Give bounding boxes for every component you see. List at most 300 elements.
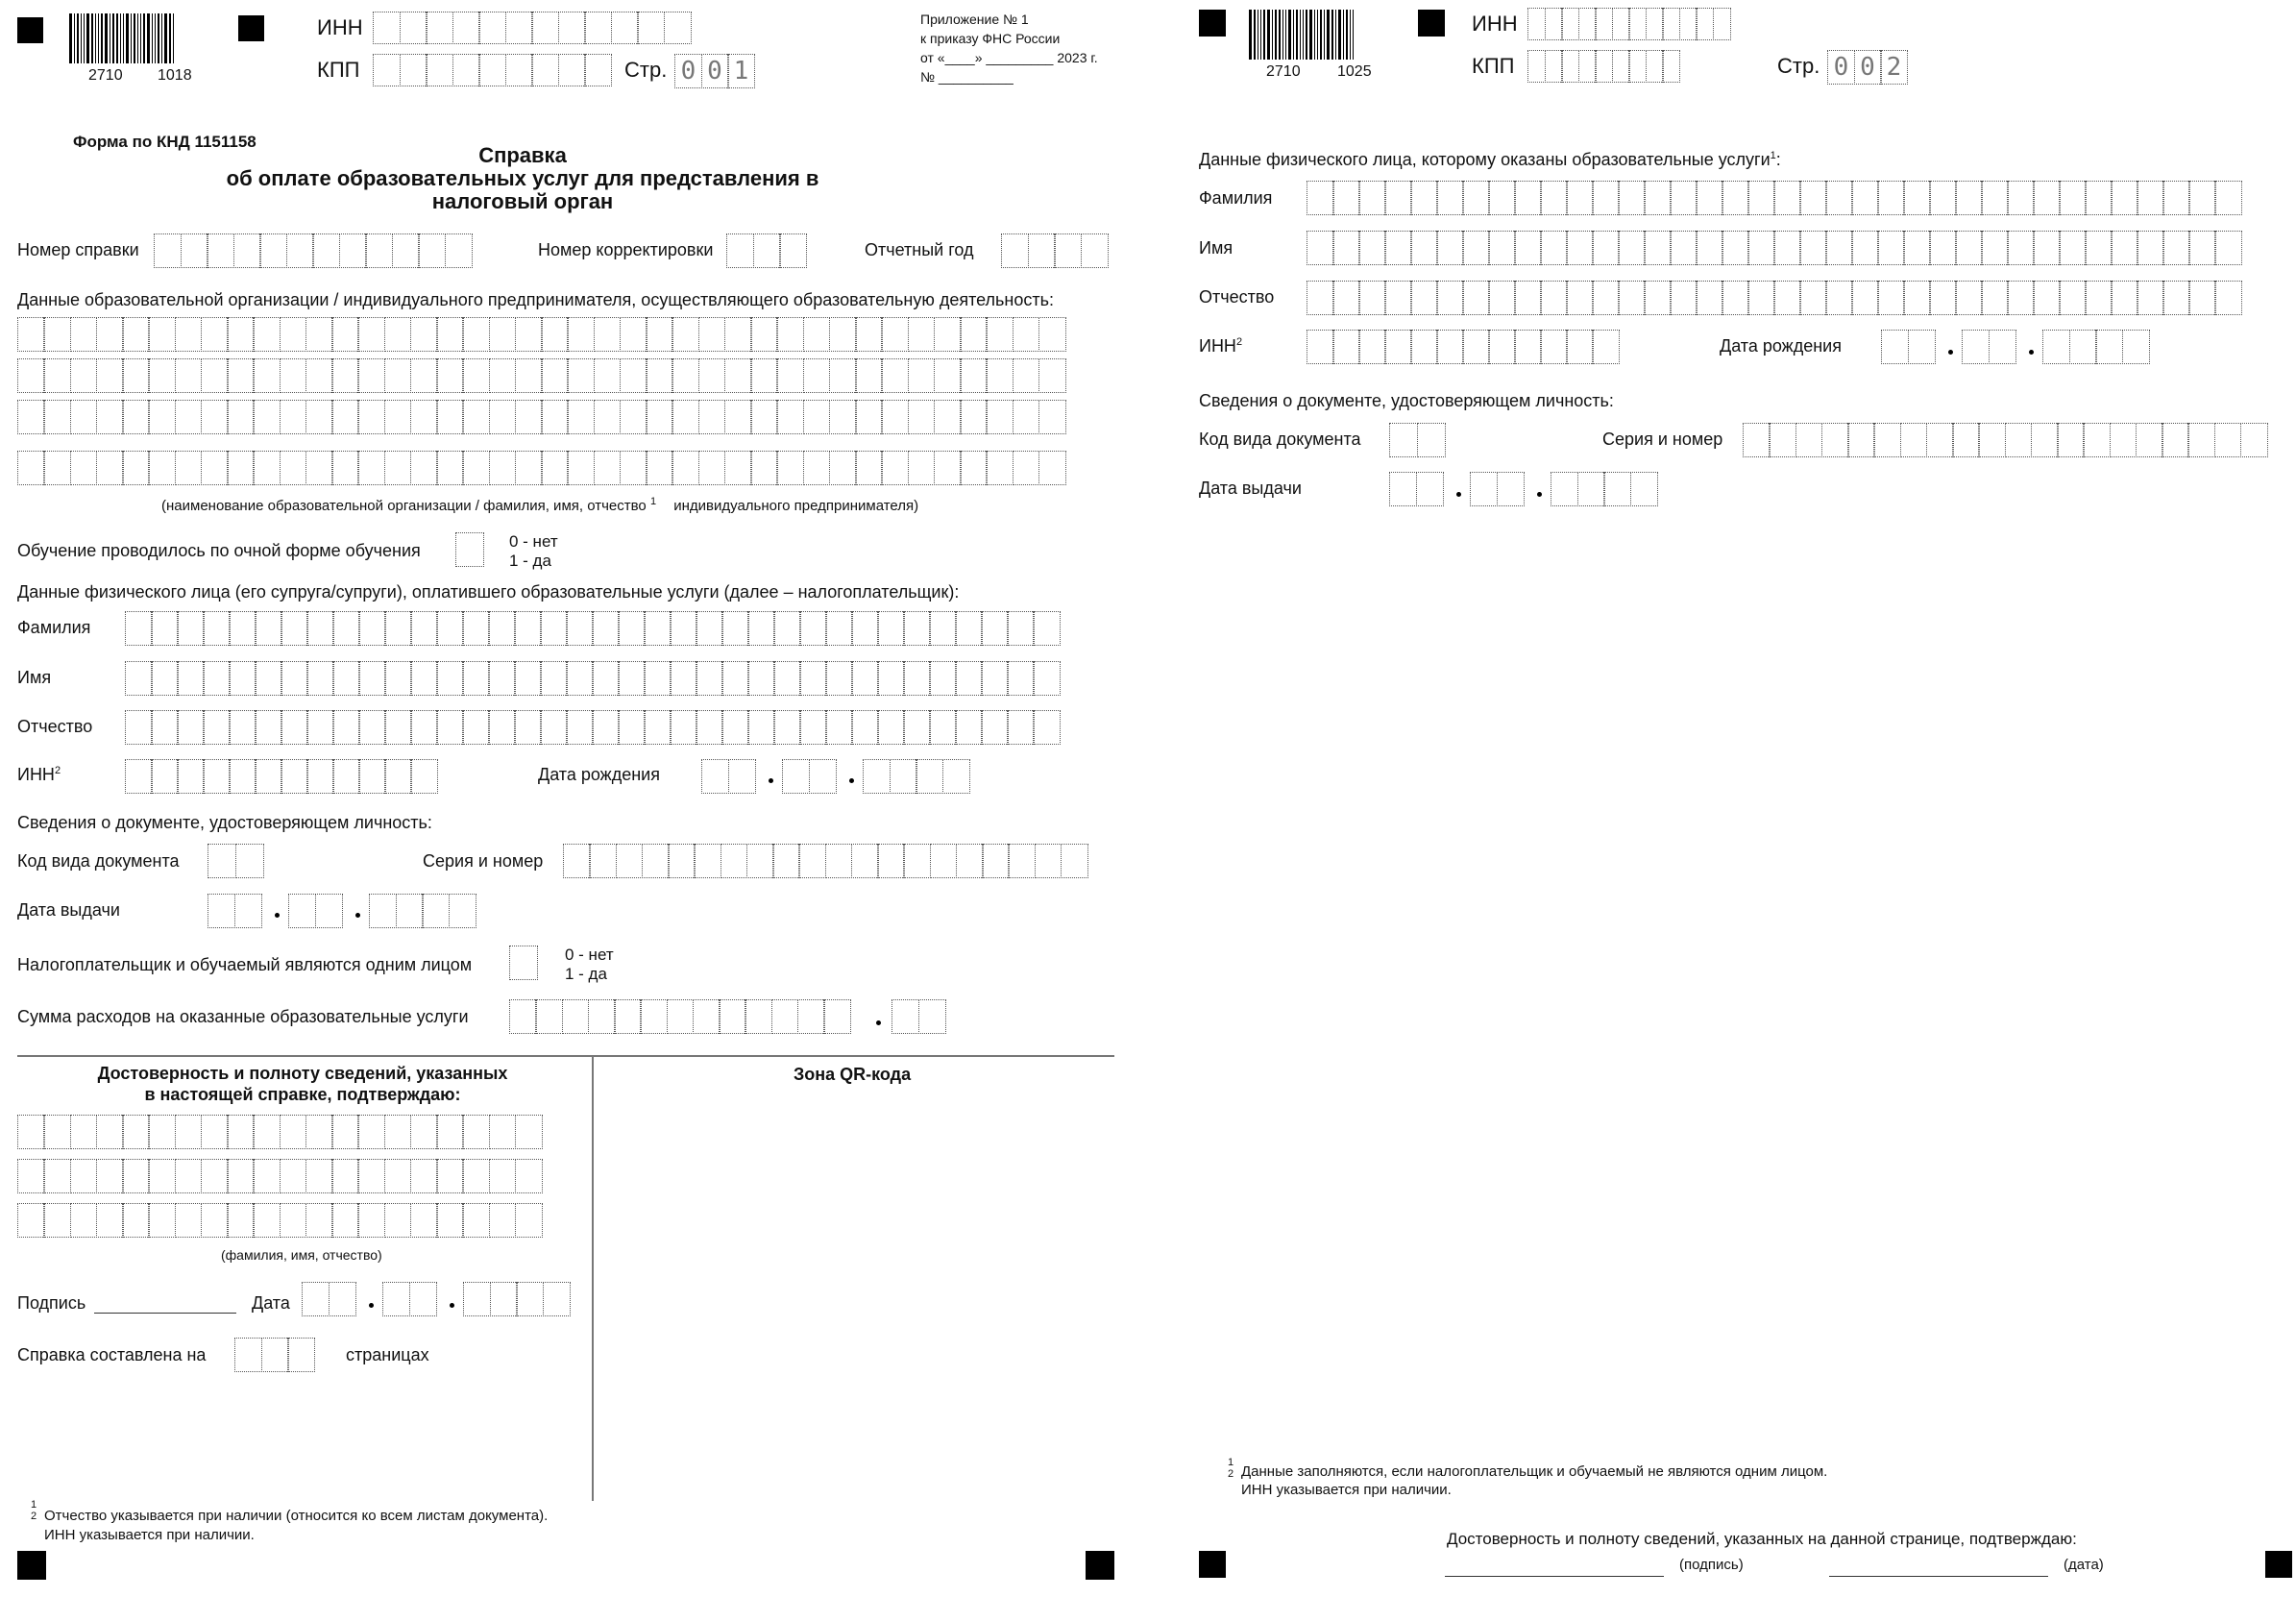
- char-cell[interactable]: [2111, 281, 2138, 315]
- char-cell[interactable]: [1389, 423, 1418, 457]
- char-cell[interactable]: [1013, 400, 1040, 434]
- char-cell[interactable]: [175, 358, 203, 393]
- char-cell[interactable]: [1646, 8, 1664, 40]
- char-cell[interactable]: [877, 661, 905, 696]
- char-cell[interactable]: [982, 844, 1010, 878]
- char-cell[interactable]: [1578, 8, 1597, 40]
- char-cell[interactable]: [543, 1282, 571, 1316]
- inn-field[interactable]: [1527, 8, 1729, 40]
- char-cell[interactable]: [17, 317, 45, 352]
- char-cell[interactable]: [782, 759, 810, 794]
- char-cell[interactable]: [981, 710, 1009, 745]
- char-cell[interactable]: [148, 400, 176, 434]
- char-cell[interactable]: [515, 451, 543, 485]
- org-name-field-row-3[interactable]: [17, 400, 1064, 434]
- char-cell[interactable]: [696, 611, 723, 646]
- char-cell[interactable]: [358, 611, 386, 646]
- char-cell[interactable]: [1773, 281, 1801, 315]
- birth-day-field[interactable]: [701, 759, 754, 794]
- char-cell[interactable]: [280, 1115, 307, 1149]
- doc-code-field[interactable]: [1389, 423, 1444, 457]
- char-cell[interactable]: [261, 1338, 289, 1372]
- char-cell[interactable]: [17, 1203, 45, 1238]
- char-cell[interactable]: [1436, 231, 1464, 265]
- surname-field[interactable]: [125, 611, 1059, 646]
- char-cell[interactable]: [1061, 844, 1088, 878]
- char-cell[interactable]: [280, 400, 307, 434]
- char-cell[interactable]: [696, 710, 723, 745]
- issue-year-field[interactable]: [369, 894, 475, 928]
- char-cell[interactable]: [125, 710, 153, 745]
- char-cell[interactable]: [43, 1203, 71, 1238]
- char-cell[interactable]: [151, 710, 179, 745]
- char-cell[interactable]: [96, 358, 124, 393]
- char-cell[interactable]: [1908, 330, 1936, 364]
- char-cell[interactable]: [1470, 472, 1498, 506]
- char-cell[interactable]: [1007, 661, 1035, 696]
- char-cell[interactable]: [531, 12, 559, 44]
- char-cell[interactable]: [1358, 231, 1386, 265]
- char-cell[interactable]: [234, 894, 262, 928]
- char-cell[interactable]: [201, 1115, 229, 1149]
- char-cell[interactable]: [934, 451, 962, 485]
- char-cell[interactable]: [2162, 181, 2190, 215]
- char-cell[interactable]: [1955, 181, 1983, 215]
- char-cell[interactable]: [890, 759, 917, 794]
- char-cell[interactable]: [2057, 423, 2085, 457]
- char-cell[interactable]: [515, 358, 543, 393]
- birth-day-field[interactable]: [1881, 330, 1934, 364]
- char-cell[interactable]: [208, 844, 236, 878]
- char-cell[interactable]: [331, 358, 359, 393]
- char-cell[interactable]: [43, 1159, 71, 1193]
- char-cell[interactable]: [358, 661, 386, 696]
- char-cell[interactable]: [773, 710, 801, 745]
- char-cell[interactable]: [1561, 8, 1579, 40]
- char-cell[interactable]: [331, 1159, 359, 1193]
- char-cell[interactable]: [1033, 710, 1061, 745]
- char-cell[interactable]: [1033, 661, 1061, 696]
- char-cell[interactable]: [122, 1159, 150, 1193]
- char-cell[interactable]: [177, 710, 205, 745]
- char-cell[interactable]: [1551, 472, 1578, 506]
- char-cell[interactable]: [1462, 330, 1490, 364]
- char-cell[interactable]: [567, 317, 595, 352]
- char-cell[interactable]: [1416, 472, 1444, 506]
- char-cell[interactable]: [96, 1159, 124, 1193]
- char-cell[interactable]: [1981, 281, 2009, 315]
- char-cell[interactable]: [903, 844, 931, 878]
- char-cell[interactable]: [1566, 231, 1594, 265]
- char-cell[interactable]: [614, 999, 642, 1034]
- char-cell[interactable]: [1903, 281, 1931, 315]
- char-cell[interactable]: [436, 317, 464, 352]
- char-cell[interactable]: [1929, 281, 1957, 315]
- char-cell[interactable]: [986, 451, 1014, 485]
- char-cell[interactable]: [918, 999, 946, 1034]
- char-cell[interactable]: [620, 400, 647, 434]
- char-cell[interactable]: [1592, 330, 1620, 364]
- char-cell[interactable]: [541, 400, 569, 434]
- char-cell[interactable]: [1578, 50, 1597, 83]
- char-cell[interactable]: [462, 1203, 490, 1238]
- char-cell[interactable]: [1799, 281, 1827, 315]
- char-cell[interactable]: [646, 400, 673, 434]
- char-cell[interactable]: [384, 710, 412, 745]
- char-cell[interactable]: [855, 317, 883, 352]
- char-cell[interactable]: [567, 358, 595, 393]
- char-cell[interactable]: [315, 894, 343, 928]
- char-cell[interactable]: [357, 358, 385, 393]
- char-cell[interactable]: [1488, 181, 1516, 215]
- char-cell[interactable]: [148, 1115, 176, 1149]
- char-cell[interactable]: [1038, 317, 1066, 352]
- char-cell[interactable]: [280, 317, 307, 352]
- char-cell[interactable]: [670, 661, 697, 696]
- char-cell[interactable]: [1038, 400, 1066, 434]
- char-cell[interactable]: [698, 400, 726, 434]
- char-cell[interactable]: [462, 317, 490, 352]
- char-cell[interactable]: [436, 451, 464, 485]
- char-cell[interactable]: [1384, 281, 1412, 315]
- char-cell[interactable]: [181, 233, 208, 268]
- char-cell[interactable]: [881, 358, 909, 393]
- char-cell[interactable]: [312, 233, 340, 268]
- char-cell[interactable]: [305, 451, 333, 485]
- char-cell[interactable]: [1013, 358, 1040, 393]
- char-cell[interactable]: [825, 661, 853, 696]
- char-cell[interactable]: [1384, 231, 1412, 265]
- char-cell[interactable]: [1332, 231, 1360, 265]
- char-cell[interactable]: [1592, 181, 1620, 215]
- char-cell[interactable]: [227, 317, 255, 352]
- char-cell[interactable]: [960, 451, 988, 485]
- char-cell[interactable]: [410, 400, 438, 434]
- char-cell[interactable]: [96, 1115, 124, 1149]
- char-cell[interactable]: [2188, 281, 2216, 315]
- char-cell[interactable]: [903, 661, 931, 696]
- char-cell[interactable]: [1989, 330, 2016, 364]
- issue-month-field[interactable]: [288, 894, 341, 928]
- char-cell[interactable]: [745, 999, 772, 1034]
- char-cell[interactable]: [567, 400, 595, 434]
- char-cell[interactable]: [1410, 330, 1438, 364]
- char-cell[interactable]: [721, 710, 749, 745]
- char-cell[interactable]: [462, 1159, 490, 1193]
- char-cell[interactable]: [229, 661, 256, 696]
- char-cell[interactable]: [331, 317, 359, 352]
- char-cell[interactable]: [803, 358, 831, 393]
- char-cell[interactable]: [960, 400, 988, 434]
- char-cell[interactable]: [70, 1159, 98, 1193]
- char-cell[interactable]: [1981, 231, 2009, 265]
- char-cell[interactable]: [2214, 231, 2242, 265]
- char-cell[interactable]: [592, 611, 620, 646]
- char-cell[interactable]: [2007, 181, 2035, 215]
- char-cell[interactable]: [1462, 231, 1490, 265]
- char-cell[interactable]: [400, 54, 427, 86]
- char-cell[interactable]: [488, 710, 516, 745]
- char-cell[interactable]: [302, 1282, 330, 1316]
- char-cell[interactable]: [1307, 330, 1334, 364]
- char-cell[interactable]: [373, 12, 401, 44]
- char-cell[interactable]: [357, 1203, 385, 1238]
- char-cell[interactable]: [2214, 181, 2242, 215]
- char-cell[interactable]: [436, 661, 464, 696]
- char-cell[interactable]: [592, 710, 620, 745]
- char-cell[interactable]: [1722, 231, 1749, 265]
- char-cell[interactable]: [154, 233, 182, 268]
- char-cell[interactable]: [384, 317, 412, 352]
- char-cell[interactable]: [644, 710, 672, 745]
- char-cell[interactable]: [701, 759, 729, 794]
- char-cell[interactable]: [280, 1203, 307, 1238]
- char-cell[interactable]: [693, 999, 721, 1034]
- char-cell[interactable]: [1358, 281, 1386, 315]
- char-cell[interactable]: [2085, 181, 2113, 215]
- char-cell[interactable]: [255, 710, 282, 745]
- char-cell[interactable]: [1873, 423, 1901, 457]
- char-cell[interactable]: [1332, 181, 1360, 215]
- char-cell[interactable]: [175, 1115, 203, 1149]
- char-cell[interactable]: [986, 358, 1014, 393]
- char-cell[interactable]: [373, 54, 401, 86]
- char-cell[interactable]: [305, 1203, 333, 1238]
- char-cell[interactable]: [541, 451, 569, 485]
- char-cell[interactable]: [696, 661, 723, 696]
- char-cell[interactable]: [1013, 317, 1040, 352]
- char-cell[interactable]: [1662, 50, 1680, 83]
- char-cell[interactable]: [934, 358, 962, 393]
- char-cell[interactable]: [392, 233, 420, 268]
- char-cell[interactable]: [2095, 330, 2123, 364]
- char-cell[interactable]: [589, 844, 617, 878]
- char-cell[interactable]: [255, 759, 282, 794]
- same-person-field[interactable]: [509, 946, 537, 980]
- char-cell[interactable]: [771, 999, 799, 1034]
- char-cell[interactable]: [509, 999, 537, 1034]
- char-cell[interactable]: [1747, 281, 1775, 315]
- char-cell[interactable]: [1008, 844, 1036, 878]
- char-cell[interactable]: [829, 400, 857, 434]
- char-cell[interactable]: [70, 451, 98, 485]
- char-cell[interactable]: [1612, 50, 1630, 83]
- char-cell[interactable]: [1436, 281, 1464, 315]
- char-cell[interactable]: [851, 844, 879, 878]
- char-cell[interactable]: [540, 710, 568, 745]
- char-cell[interactable]: [201, 317, 229, 352]
- char-cell[interactable]: [396, 894, 424, 928]
- char-cell[interactable]: [2137, 281, 2164, 315]
- char-cell[interactable]: [908, 358, 936, 393]
- char-cell[interactable]: [505, 54, 533, 86]
- char-cell[interactable]: [505, 12, 533, 44]
- char-cell[interactable]: [960, 317, 988, 352]
- char-cell[interactable]: [881, 451, 909, 485]
- char-cell[interactable]: [1410, 231, 1438, 265]
- char-cell[interactable]: [70, 1203, 98, 1238]
- char-cell[interactable]: [929, 710, 957, 745]
- char-cell[interactable]: [449, 894, 476, 928]
- char-cell[interactable]: [332, 710, 360, 745]
- char-cell[interactable]: [2007, 281, 2035, 315]
- char-cell[interactable]: [670, 611, 697, 646]
- char-cell[interactable]: [203, 710, 231, 745]
- amount-decimal-field[interactable]: [892, 999, 944, 1034]
- char-cell[interactable]: [384, 358, 412, 393]
- char-cell[interactable]: [1514, 181, 1542, 215]
- char-cell[interactable]: [877, 710, 905, 745]
- char-cell[interactable]: [235, 844, 264, 878]
- char-cell[interactable]: [1722, 281, 1749, 315]
- org-name-field-row-1[interactable]: [17, 317, 1064, 352]
- char-cell[interactable]: [540, 611, 568, 646]
- char-cell[interactable]: [253, 358, 281, 393]
- char-cell[interactable]: [384, 759, 412, 794]
- char-cell[interactable]: [1646, 50, 1664, 83]
- char-cell[interactable]: [357, 1159, 385, 1193]
- char-cell[interactable]: [384, 661, 412, 696]
- char-cell[interactable]: [207, 233, 234, 268]
- char-cell[interactable]: [418, 233, 446, 268]
- char-cell[interactable]: [1630, 472, 1658, 506]
- char-cell[interactable]: [332, 611, 360, 646]
- char-cell[interactable]: [306, 710, 334, 745]
- char-cell[interactable]: [70, 400, 98, 434]
- char-cell[interactable]: [1713, 8, 1731, 40]
- char-cell[interactable]: [175, 1203, 203, 1238]
- char-cell[interactable]: [227, 451, 255, 485]
- char-cell[interactable]: [1566, 281, 1594, 315]
- char-cell[interactable]: [1851, 181, 1879, 215]
- char-cell[interactable]: [1670, 281, 1698, 315]
- char-cell[interactable]: [2162, 231, 2190, 265]
- char-cell[interactable]: [908, 400, 936, 434]
- char-cell[interactable]: [776, 358, 804, 393]
- char-cell[interactable]: [640, 999, 668, 1034]
- kpp-field[interactable]: [1527, 50, 1679, 83]
- char-cell[interactable]: [2162, 423, 2189, 457]
- char-cell[interactable]: [1903, 231, 1931, 265]
- char-cell[interactable]: [1417, 423, 1446, 457]
- char-cell[interactable]: [2240, 423, 2268, 457]
- char-cell[interactable]: [1007, 611, 1035, 646]
- char-cell[interactable]: [177, 661, 205, 696]
- char-cell[interactable]: [1696, 281, 1723, 315]
- char-cell[interactable]: [43, 317, 71, 352]
- char-cell[interactable]: [305, 358, 333, 393]
- char-cell[interactable]: [384, 1159, 412, 1193]
- sign-month-field[interactable]: [382, 1282, 435, 1316]
- char-cell[interactable]: [175, 400, 203, 434]
- char-cell[interactable]: [227, 1203, 255, 1238]
- char-cell[interactable]: [426, 12, 453, 44]
- char-cell[interactable]: [489, 1203, 517, 1238]
- char-cell[interactable]: [956, 844, 984, 878]
- birth-month-field[interactable]: [1962, 330, 2015, 364]
- name-field[interactable]: [125, 661, 1059, 696]
- char-cell[interactable]: [2214, 423, 2242, 457]
- char-cell[interactable]: [410, 1159, 438, 1193]
- char-cell[interactable]: [1773, 231, 1801, 265]
- char-cell[interactable]: [721, 611, 749, 646]
- org-name-field-row-4[interactable]: [17, 451, 1064, 485]
- char-cell[interactable]: [281, 611, 308, 646]
- char-cell[interactable]: [148, 317, 176, 352]
- char-cell[interactable]: [1747, 231, 1775, 265]
- char-cell[interactable]: [825, 844, 853, 878]
- char-cell[interactable]: [357, 400, 385, 434]
- char-cell[interactable]: [514, 611, 542, 646]
- char-cell[interactable]: [514, 661, 542, 696]
- char-cell[interactable]: [618, 661, 646, 696]
- char-cell[interactable]: [125, 759, 153, 794]
- char-cell[interactable]: [1488, 231, 1516, 265]
- char-cell[interactable]: [799, 661, 827, 696]
- char-cell[interactable]: [1436, 181, 1464, 215]
- char-cell[interactable]: [515, 1159, 543, 1193]
- char-cell[interactable]: [281, 759, 308, 794]
- char-cell[interactable]: [1595, 8, 1613, 40]
- char-cell[interactable]: [531, 54, 559, 86]
- char-cell[interactable]: [698, 317, 726, 352]
- issue-month-field[interactable]: [1470, 472, 1523, 506]
- char-cell[interactable]: [986, 400, 1014, 434]
- char-cell[interactable]: [43, 451, 71, 485]
- char-cell[interactable]: [825, 611, 853, 646]
- char-cell[interactable]: [208, 894, 235, 928]
- char-cell[interactable]: [863, 759, 891, 794]
- char-cell[interactable]: [1821, 423, 1849, 457]
- char-cell[interactable]: [1618, 281, 1646, 315]
- char-cell[interactable]: [672, 400, 699, 434]
- char-cell[interactable]: [148, 358, 176, 393]
- char-cell[interactable]: [929, 661, 957, 696]
- char-cell[interactable]: [594, 451, 622, 485]
- char-cell[interactable]: [825, 710, 853, 745]
- char-cell[interactable]: [229, 611, 256, 646]
- char-cell[interactable]: [1514, 281, 1542, 315]
- char-cell[interactable]: [1514, 330, 1542, 364]
- char-cell[interactable]: [746, 844, 774, 878]
- char-cell[interactable]: [1877, 231, 1905, 265]
- char-cell[interactable]: [125, 611, 153, 646]
- issue-year-field[interactable]: [1551, 472, 1656, 506]
- birth-year-field[interactable]: [2042, 330, 2148, 364]
- char-cell[interactable]: [892, 999, 919, 1034]
- char-cell[interactable]: [1384, 330, 1412, 364]
- char-cell[interactable]: [1307, 281, 1334, 315]
- char-cell[interactable]: [829, 358, 857, 393]
- char-cell[interactable]: [881, 317, 909, 352]
- char-cell[interactable]: [253, 451, 281, 485]
- char-cell[interactable]: [1592, 231, 1620, 265]
- char-cell[interactable]: [1307, 231, 1334, 265]
- char-cell[interactable]: [2188, 231, 2216, 265]
- char-cell[interactable]: [462, 710, 490, 745]
- char-cell[interactable]: [463, 1282, 491, 1316]
- char-cell[interactable]: [70, 1115, 98, 1149]
- char-cell[interactable]: [255, 661, 282, 696]
- char-cell[interactable]: [803, 451, 831, 485]
- char-cell[interactable]: [1592, 281, 1620, 315]
- char-cell[interactable]: [2111, 181, 2138, 215]
- char-cell[interactable]: [1825, 181, 1853, 215]
- char-cell[interactable]: [620, 451, 647, 485]
- org-name-field-row-2[interactable]: [17, 358, 1064, 393]
- char-cell[interactable]: [409, 1282, 437, 1316]
- char-cell[interactable]: [588, 999, 616, 1034]
